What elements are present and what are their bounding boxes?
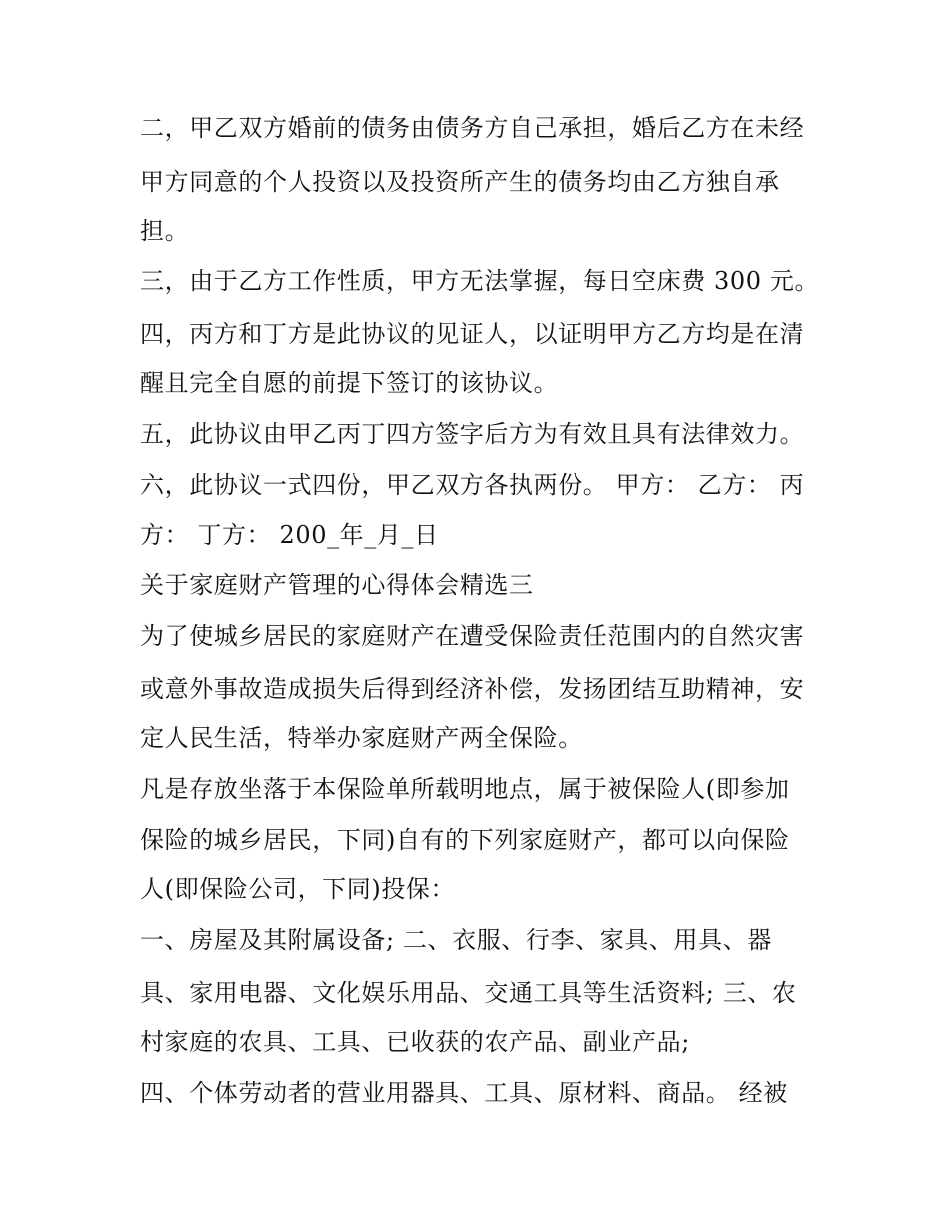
text-line: 一、房屋及其附属设备; 二、衣服、行李、家具、用具、器 — [140, 926, 772, 954]
text-line: 保险的城乡居民，下同)自有的下列家庭财产，都可以向保险 — [140, 826, 790, 854]
text-line: 醒且完全自愿的前提下签订的该协议。 — [140, 369, 559, 397]
text-line: 为了使城乡居民的家庭财产在遭受保险责任范围内的自然灾害 — [140, 622, 805, 650]
text-line: 四、个体劳动者的营业用器具、工具、原材料、商品。 经被 — [140, 1079, 788, 1107]
text-line: 具、家用电器、文化娱乐用品、交通工具等生活资料; 三、农 — [140, 979, 797, 1007]
text-line: 二，甲乙双方婚前的债务由债务方自己承担，婚后乙方在未经 — [140, 114, 805, 142]
text-line: 六，此协议一式四份，甲乙双方各执两份。 甲方： 乙方： 丙 — [140, 471, 805, 499]
text-line: 四，丙方和丁方是此协议的见证人，以证明甲方乙方均是在清 — [140, 320, 805, 348]
text-line: 三，由于乙方工作性质，甲方无法掌握，每日空床费 300 元。 — [140, 267, 820, 295]
text-line: 方： 丁方： 200_年_月_日 — [140, 521, 439, 549]
text-line: 定人民生活，特举办家庭财产两全保险。 — [140, 724, 583, 752]
text-line: 凡是存放坐落于本保险单所载明地点，属于被保险人(即参加 — [140, 775, 790, 803]
text-line: 甲方同意的个人投资以及投资所产生的债务均由乙方独自承 — [140, 168, 780, 196]
text-line: 五，此协议由甲乙丙丁四方签字后方为有效且具有法律效力。 — [140, 420, 805, 448]
text-line: 担。 — [140, 217, 190, 245]
section-heading: 关于家庭财产管理的心得体会精选三 — [140, 571, 534, 599]
text-line: 或意外事故造成损失后得到经济补偿，发扬团结互助精神，安 — [140, 675, 805, 703]
text-line: 人(即保险公司，下同)投保： — [140, 875, 456, 903]
text-line: 村家庭的农具、工具、已收获的农产品、副业产品; — [140, 1028, 690, 1056]
